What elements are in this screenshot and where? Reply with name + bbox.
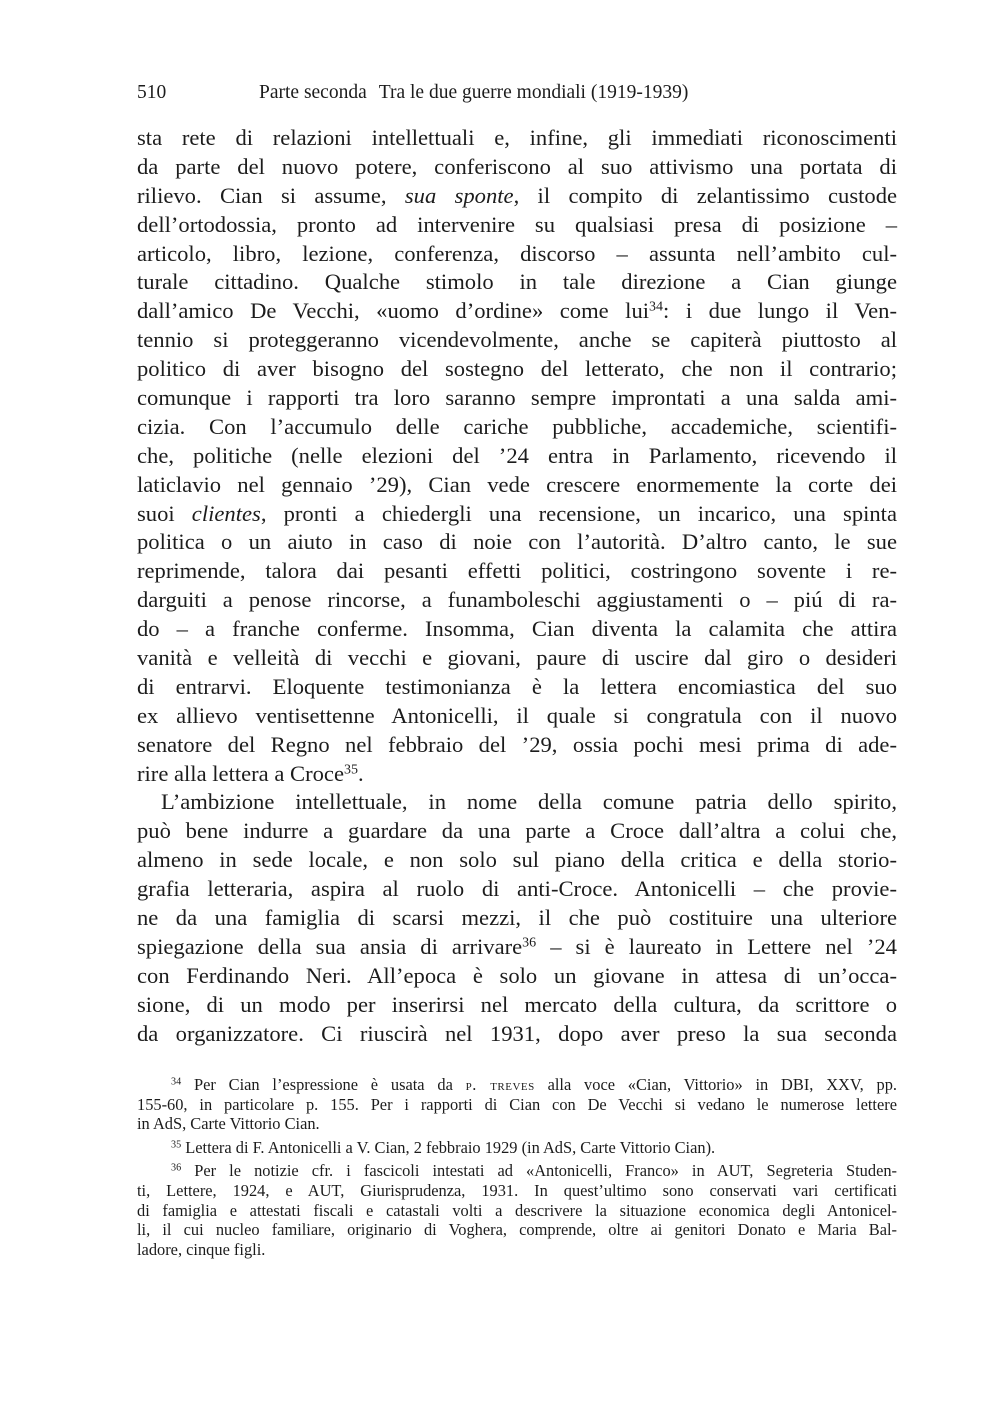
footnote-number: 34 <box>171 1076 182 1088</box>
text-line: da parte del nuovo potere, conferiscono al suo attivismo una portata di <box>137 153 897 179</box>
running-head <box>137 80 897 106</box>
text-line: di entrarvi. Eloquente testimonianza è la lettera encomiastica del suo <box>137 673 897 699</box>
text-line: che, politiche (nelle elezioni del ’24 entra in Parlamento, ricevendo il <box>137 442 897 468</box>
text-line: do – a franche conferme. Insomma, Cian diventa la calamita che attira <box>137 616 897 642</box>
italic-phrase: sua sponte <box>404 182 514 208</box>
paragraph-start-line: L’ambizione intellettuale, in nome della comune patria dello spirito, <box>161 789 897 815</box>
text-line: politica o un aiuto in caso di noie con l’autorità. D’altro canto, le sue <box>137 529 897 555</box>
text-line: ex allievo ventisettenne Antonicelli, il quale si congratula con il nuovo <box>137 702 897 728</box>
footnote-line: 155-60, in particolare p. 155. Per i rapporti di Cian con De Vecchi si vedano le numerose lettere <box>137 1094 897 1114</box>
italic-phrase: clientes <box>191 500 261 526</box>
text-line: dell’ortodossia, pronto ad intervenire su qualsiasi presa di posizione – <box>137 211 897 237</box>
text-line <box>137 760 897 789</box>
footnote-36 <box>137 1161 897 1259</box>
footnote-line <box>137 1075 897 1095</box>
text-line: grafia letteraria, aspira al ruolo di anti-Croce. Antonicelli – che provie- <box>137 876 897 902</box>
text-line: comunque i rapporti tra loro saranno sempre improntati a una salda ami- <box>137 385 897 411</box>
text-run: . <box>357 760 364 786</box>
body-text <box>137 124 897 1049</box>
text-run: , pronti a chiedergli una recensione, un incarico, una spinta <box>260 500 897 526</box>
text-line <box>137 933 897 962</box>
footnote-line <box>137 1161 897 1181</box>
text-line: sta rete di relazioni intellettuali e, infine, gli immediati riconoscimenti <box>137 125 897 150</box>
text-line: senatore del Regno nel febbraio del ’29, ossia pochi mesi prima di ade- <box>137 731 897 757</box>
text-run: spiegazione della sua ansia di arrivare <box>137 933 523 959</box>
footnote-line: in AdS, Carte Vittorio Cian. <box>137 1114 320 1134</box>
text-run: Lettera di F. Antonicelli a V. Cian, 2 febbraio 1929 (in AdS, Carte Vittorio Cian). <box>185 1137 716 1157</box>
text-run: Per le notizie cfr. i fascicoli intestati ad «Antonicelli, Franco» in AUT, Segreteria Studen- <box>194 1161 897 1181</box>
footnote-ref-36[interactable]: 36 <box>522 935 537 951</box>
text-run: dall’amico De Vecchi, «uomo d’ordine» come lui <box>137 298 650 324</box>
footnote-number: 35 <box>171 1139 182 1151</box>
text-line: da organizzatore. Ci riuscirà nel 1931, dopo aver preso la sua seconda <box>137 1020 897 1046</box>
text-line: laticlavio nel gennaio ’29), Cian vede crescere enormemente la corte dei <box>137 471 897 497</box>
footnote-line: ladore, cinque figli. <box>137 1239 266 1259</box>
text-run: Per Cian l’espressione è usata da <box>193 1075 466 1094</box>
footnote-ref-35[interactable]: 35 <box>343 761 358 777</box>
text-line: ne da una famiglia di scarsi mezzi, il che può costituire una ulteriore <box>137 905 897 931</box>
footnote-ref-34[interactable]: 34 <box>649 299 664 315</box>
text-run: suoi <box>137 500 192 526</box>
text-line: turale cittadino. Qualche stimolo in tale direzione a Cian giunge <box>137 269 897 295</box>
section-title: Tra le due guerre mondiali (1919-1939) <box>378 82 689 103</box>
text-line <box>137 500 897 529</box>
text-line: almeno in sede locale, e non solo sul piano della critica e della storio- <box>137 847 897 873</box>
text-line: vanità e velleità di vecchi e giovani, paure di uscire dal giro o desideri <box>137 645 897 671</box>
text-line <box>137 182 897 211</box>
text-line: con Ferdinando Neri. All’epoca è solo un giovane in attesa di un’occa- <box>137 962 897 988</box>
footnote-line: li, il cui nucleo familiare, originario di Voghera, comprende, oltre ai genitori Donato e Maria Bal- <box>137 1220 897 1240</box>
part-title: Parte seconda <box>259 82 367 103</box>
text-line <box>137 297 897 326</box>
author-name: p. treves <box>465 1075 535 1094</box>
footnote-line: di famiglia e attestati fiscali e catastali volti a descrivere la situazione economica degli Antonicel- <box>137 1200 897 1220</box>
text-line: può bene indurre a guardare da una parte a Croce dall’altra a colui che, <box>137 818 897 844</box>
footnote-line <box>137 1138 897 1158</box>
text-line: articolo, libro, lezione, conferenza, discorso – assunta nell’ambito cul- <box>137 240 897 266</box>
page-number: 510 <box>137 82 167 103</box>
footnote-35 <box>137 1138 897 1158</box>
text-run: , il compito di zelantissimo custode <box>513 182 898 208</box>
footnote-number: 36 <box>171 1162 182 1174</box>
text-line: sione, di un modo per inserirsi nel mercato della cultura, da scrittore o <box>137 991 897 1017</box>
text-line: cizia. Con l’accumulo delle cariche pubbliche, accademiche, scientifi- <box>137 413 897 439</box>
text-line: darguiti a penose rincorse, a funamboleschi aggiustamenti o – piú di ra- <box>137 587 897 613</box>
text-line: reprimende, talora dai pesanti effetti politici, costringono sovente i re- <box>137 558 897 584</box>
text-line: tennio si proteggeranno vicendevolmente, anche se capiterà piuttosto al <box>137 327 897 353</box>
text-run: – si è laureato in Lettere nel ’24 <box>536 933 897 959</box>
text-run: : i due lungo il Ven- <box>663 298 897 324</box>
text-line: politico di aver bisogno del sostegno del letterato, che non il contrario; <box>137 356 897 382</box>
footnote-34 <box>137 1075 897 1134</box>
text-run: rire alla lettera a Croce <box>137 760 344 786</box>
footnotes <box>137 1075 897 1263</box>
text-run: rilievo. Cian si assume, <box>137 182 405 208</box>
text-run: alla voce «Cian, Vittorio» in DBI, XXV, pp. <box>534 1075 897 1094</box>
footnote-line: ti, Lettere, 1924, e AUT, Giurisprudenza, 1931. In quest’ultimo sono conservati vari certificati <box>137 1180 897 1200</box>
